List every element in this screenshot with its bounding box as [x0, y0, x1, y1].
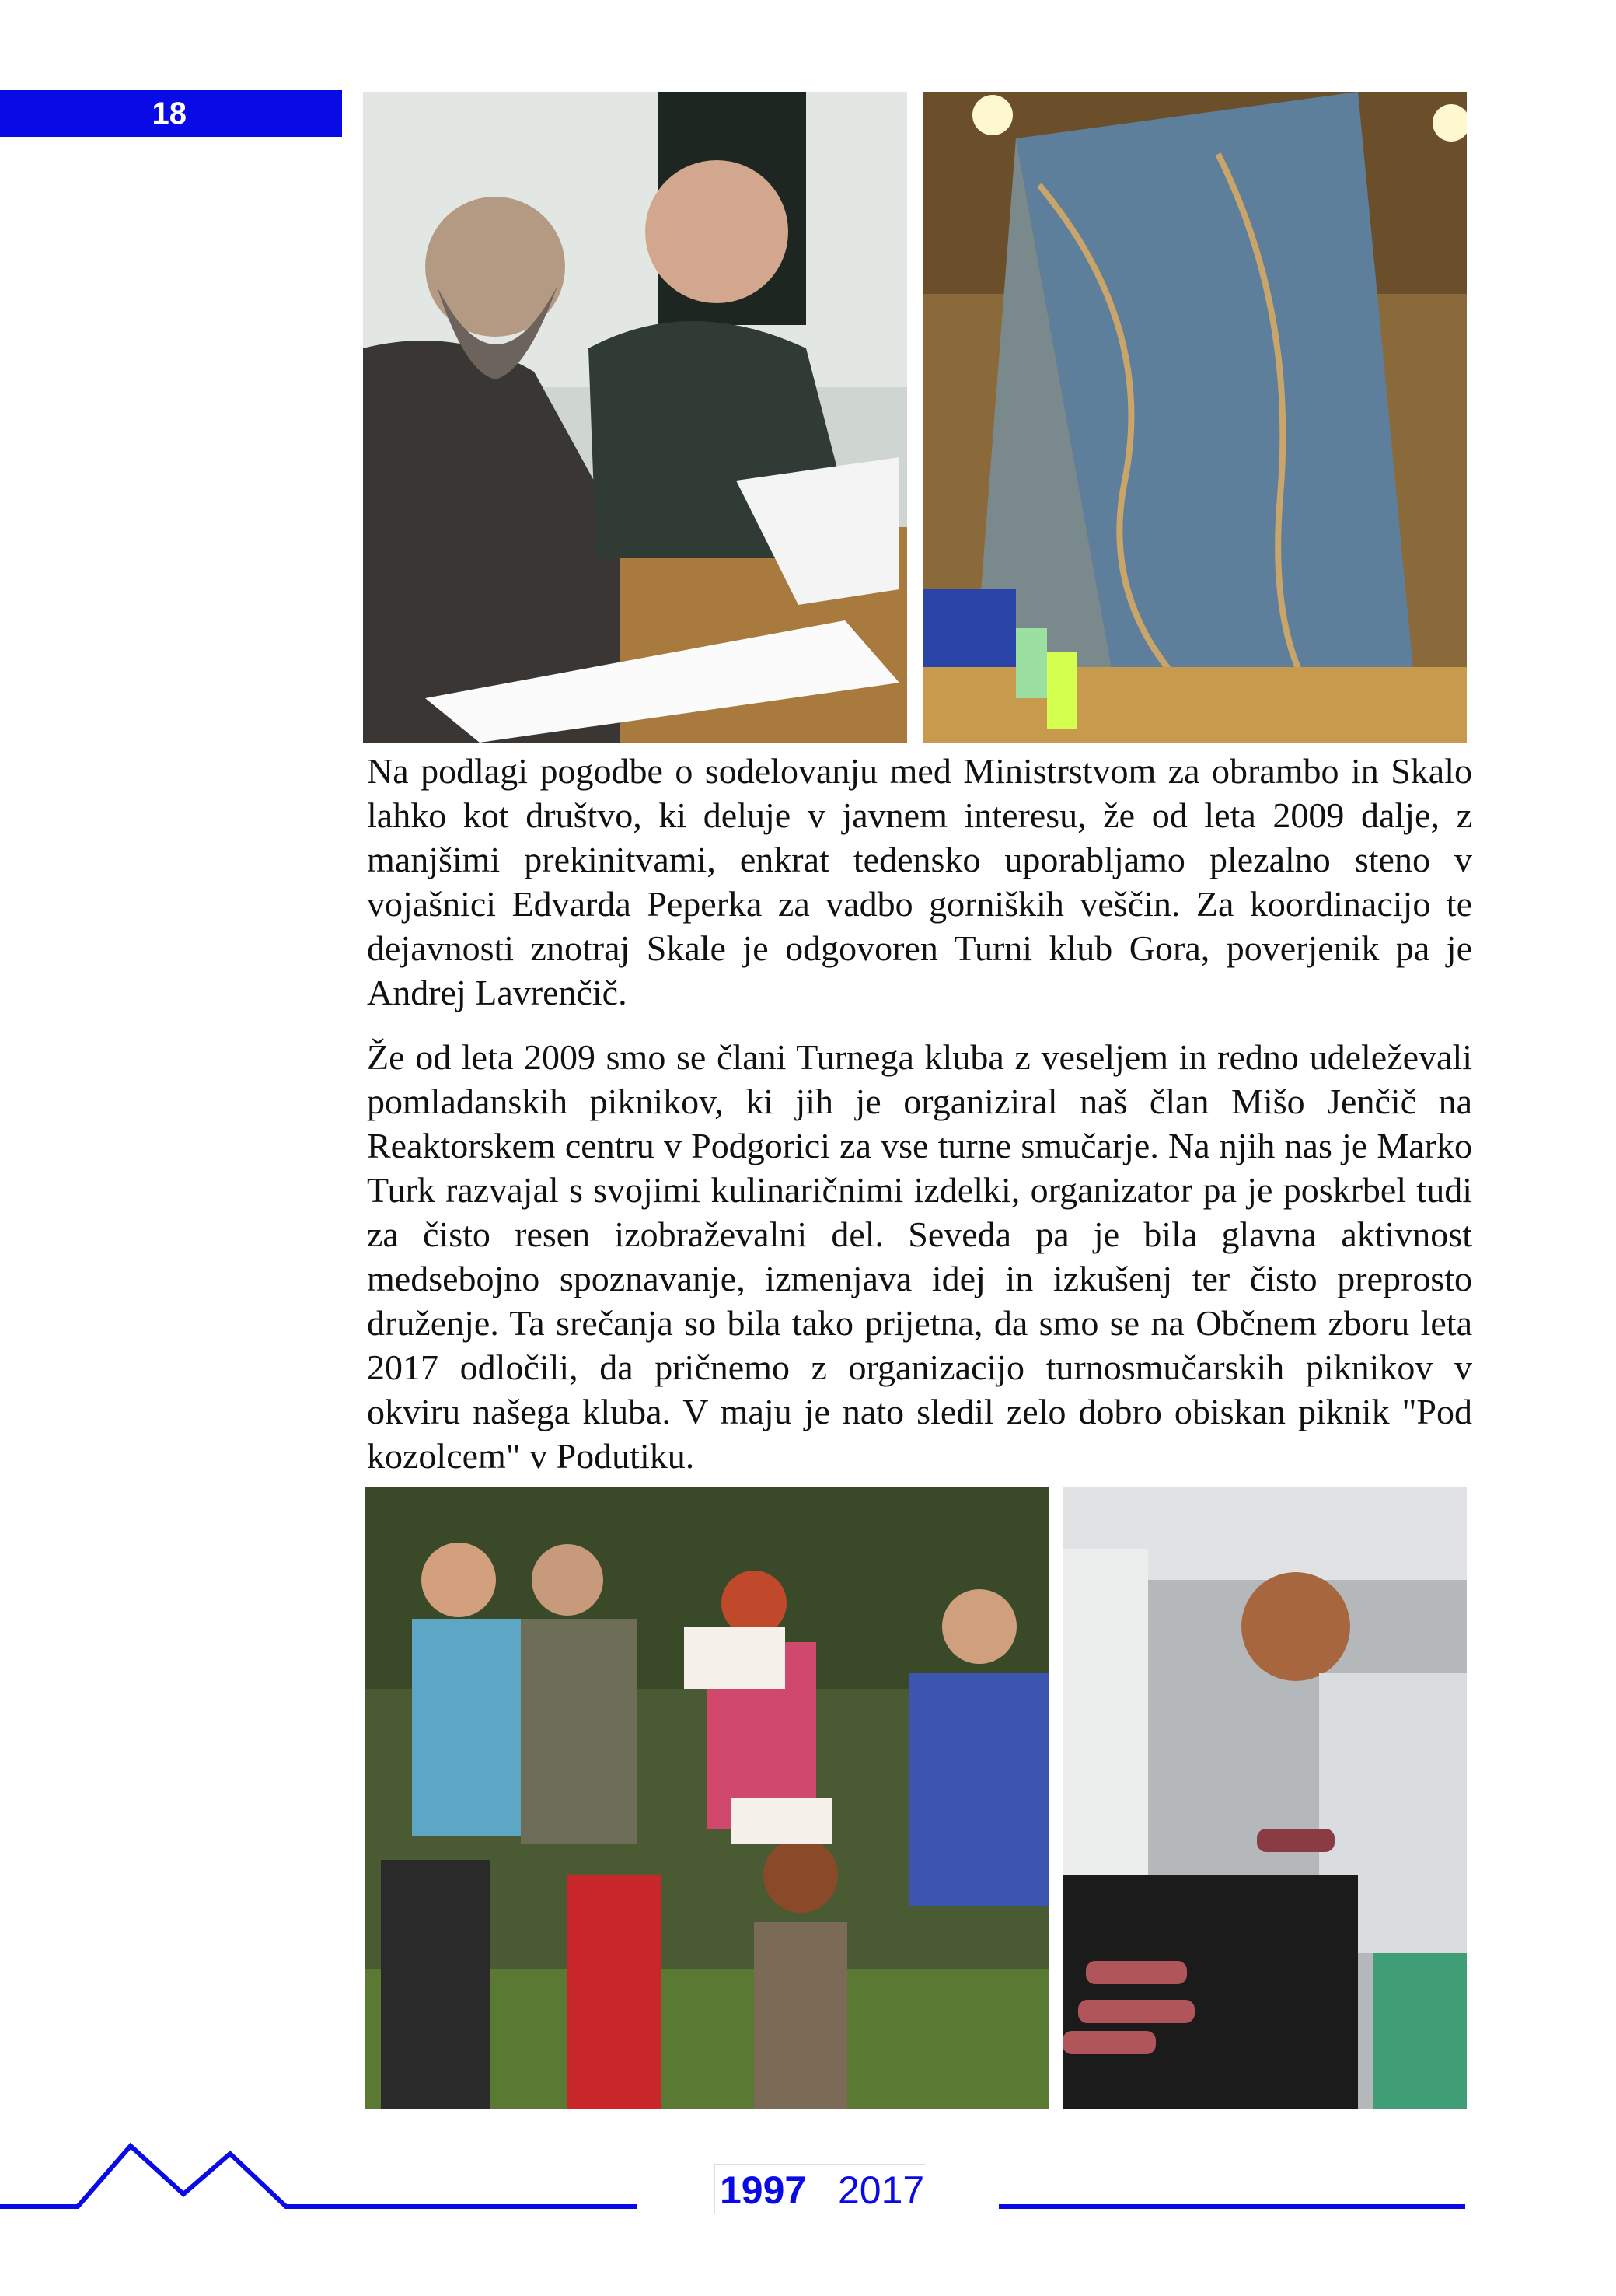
- signing-photo: [363, 92, 907, 743]
- mountain-outline-icon: [0, 2130, 637, 2216]
- grilling-photo: [1063, 1487, 1467, 2109]
- paragraph-1: Na podlagi pogodbe o sodelovanju med Ministrstvom za obrambo in Skalo lahko kot društvo, ki deluje v javnem interesu, že od leta 2009 dalje, z manjšimi prekinitvami, enkrat tedensko uporabljamo plezalno steno v vojašnici Edvarda Peperka za vadbo gorniških veščin. Za koordinacijo te dejavnosti znotraj Skale je odgovoren Turni klub Gora, poverjenik pa je Andrej Lavrenčič.: [367, 751, 1472, 1012]
- picnic-group-photo: [365, 1487, 1049, 2109]
- year-start: 1997: [720, 2168, 807, 2212]
- paragraph-2: Že od leta 2009 smo se člani Turnega kluba z veseljem in redno udeleževali pomladanskih piknikov, ki jih je organiziral naš član Mišo Jenčič na Reaktorskem centru v Podgorici za vse turne smučarje. Na njih nas je Marko Turk razvajal s svojimi kulinaričnimi izdelki, organizator pa je poskrbel tudi za čisto resen izobraževalni del. Seveda pa je bila glavna aktivnost medsebojno spoznavanje, izmenjava idej in izkušenj ter čisto preprosto druženje. Ta srečanja so bila tako prijetna, da smo se na Občnem zboru leta 2017 odločili, da pričnemo z organizacijo turnosmučarskih piknikov v okviru našega kluba. V maju je nato sledil zelo dobro obiskan piknik "Pod kozolcem" v Podutiku.: [367, 1037, 1472, 1476]
- page-number: 18: [0, 90, 342, 137]
- year-end: 2017: [838, 2168, 925, 2212]
- climbing-wall-photo: [923, 92, 1467, 743]
- footer-years: [714, 2164, 925, 2214]
- footer-rule-right: [999, 2204, 1465, 2209]
